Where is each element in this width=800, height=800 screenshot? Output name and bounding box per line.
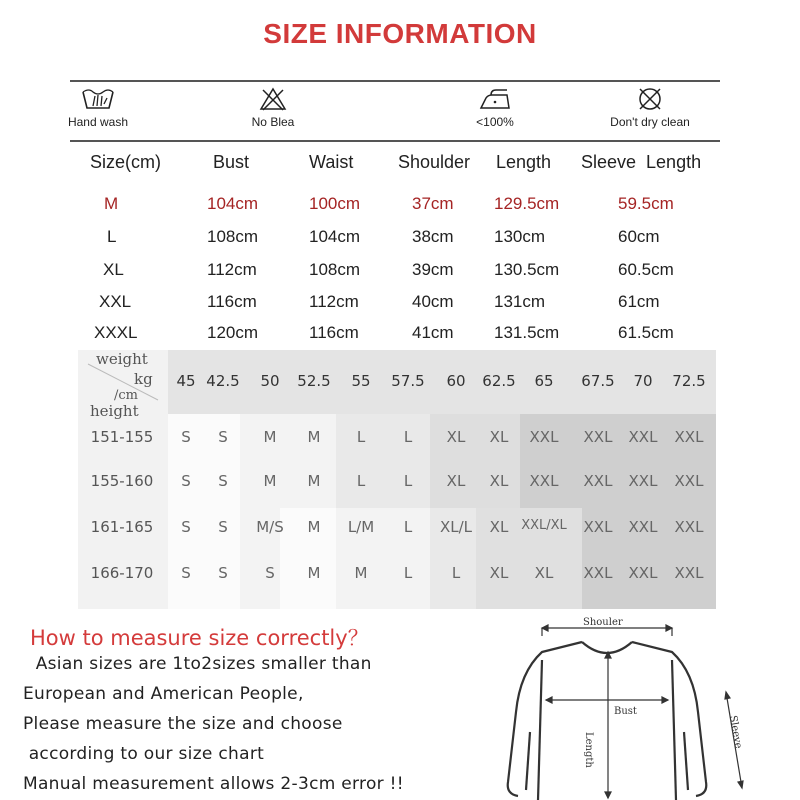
height-range-label: 161-165 <box>90 518 154 536</box>
recommended-size-cell: XL <box>489 518 509 536</box>
recommended-size-cell: XXL <box>583 428 613 446</box>
recommended-size-cell: L <box>356 472 366 490</box>
size-value: 116cm <box>309 323 359 342</box>
size-value: 60.5cm <box>618 260 674 279</box>
care-divider <box>70 140 720 142</box>
iron-icon <box>477 86 513 112</box>
size-value: 130.5cm <box>494 260 560 279</box>
size-value: 108cm <box>309 260 361 279</box>
size-value: 39cm <box>412 260 454 279</box>
recommended-size-cell: M <box>307 472 321 490</box>
size-value: 59.5cm <box>618 194 674 213</box>
height-range-label: 155-160 <box>90 472 154 490</box>
recommended-size-cell: L <box>451 564 461 582</box>
diagram-sleeve-label: Sleeve <box>727 714 744 750</box>
size-value: 38cm <box>412 227 454 246</box>
recommended-size-cell: L <box>403 428 413 446</box>
size-value: 130cm <box>494 227 546 246</box>
weight-header: 50 <box>260 372 280 390</box>
care-label: No Blea <box>251 115 295 129</box>
weight-header: 65 <box>534 372 554 390</box>
page-title: SIZE INFORMATION <box>263 18 537 49</box>
recommended-size-cell: M <box>307 564 321 582</box>
recommended-size-cell: XXL <box>529 472 559 490</box>
weight-header: 70 <box>633 372 653 390</box>
col-sleeve-header: Sleeve Length <box>581 152 702 172</box>
recommended-size-cell: L <box>403 564 413 582</box>
size-value: 112cm <box>309 292 359 311</box>
recommended-size-cell: L <box>403 472 413 490</box>
recommended-size-cell: XXL <box>674 518 704 536</box>
measure-line: European and American People, <box>23 684 304 704</box>
recommended-size-cell: XXL <box>628 428 658 446</box>
weight-header: 55 <box>351 372 371 390</box>
care-label: Hand wash <box>67 115 129 129</box>
col-size-header: Size(cm) <box>90 152 161 172</box>
col-length-header: Length <box>496 152 552 172</box>
height-range-label: 151-155 <box>90 428 154 446</box>
recommended-size-cell: XXL <box>628 472 658 490</box>
recommended-size-cell: M <box>307 518 321 536</box>
care-no-dry-clean <box>590 86 710 129</box>
corner-cm-label: /cm <box>114 388 138 403</box>
size-value: 104cm <box>207 194 259 213</box>
recommended-size-cell: XXL <box>529 428 559 446</box>
weight-header: 72.5 <box>672 372 706 390</box>
care-hand-wash <box>38 86 158 129</box>
recommended-size-cell: M <box>307 428 321 446</box>
col-waist-header: Waist <box>309 152 354 172</box>
recommended-size-cell: XXL <box>583 472 613 490</box>
measure-line: according to our size chart <box>23 744 265 764</box>
recommended-size-cell: L <box>403 518 413 536</box>
no-dry-clean-icon <box>635 86 665 112</box>
col-shoulder-header: Shoulder <box>398 152 471 172</box>
size-value: 131.5cm <box>494 323 560 342</box>
recommended-size-cell: M <box>263 472 277 490</box>
size-label: XL <box>103 260 124 279</box>
recommended-size-cell: M <box>263 428 277 446</box>
top-divider <box>70 80 720 82</box>
recommended-size-cell: L/M <box>347 518 375 536</box>
col-bust-header: Bust <box>213 152 250 172</box>
weight-header: 42.5 <box>206 372 240 390</box>
corner-kg-label: kg <box>134 370 153 388</box>
corner-weight-label: weight <box>96 350 148 368</box>
hand-wash-icon <box>81 86 115 112</box>
recommended-size-cell: S <box>181 564 191 582</box>
recommended-size-cell: XL <box>489 472 509 490</box>
recommended-size-cell: L <box>356 428 366 446</box>
weight-header: 52.5 <box>297 372 331 390</box>
recommended-size-cell: S <box>218 564 228 582</box>
measure-line: Asian sizes are 1to2sizes smaller than <box>30 654 372 674</box>
recommended-size-cell: XXL <box>628 518 658 536</box>
size-value: 116cm <box>207 292 257 311</box>
recommended-size-cell: XXL <box>628 564 658 582</box>
size-value: 100cm <box>309 194 361 213</box>
recommended-size-cell: XL <box>534 564 554 582</box>
recommended-size-cell: XL <box>446 428 466 446</box>
weight-header: 67.5 <box>581 372 615 390</box>
recommended-size-cell: S <box>218 518 228 536</box>
measure-title: How to measure size correctly？ <box>30 626 369 650</box>
no-bleach-icon <box>258 86 288 112</box>
recommended-size-cell: S <box>218 428 228 446</box>
recommended-size-cell: XL/L <box>439 518 473 536</box>
recommended-size-cell: S <box>181 472 191 490</box>
recommended-size-cell: XXL <box>674 428 704 446</box>
care-label: Don't dry clean <box>610 115 690 129</box>
size-value: 129.5cm <box>494 194 560 213</box>
care-label: <100% <box>476 115 514 129</box>
corner-height-label: height <box>90 402 139 420</box>
diagram-length-label: Length <box>583 732 594 768</box>
diagram-bust-label: Bust <box>614 706 637 717</box>
recommended-size-cell: XXL <box>674 472 704 490</box>
weight-header: 57.5 <box>391 372 425 390</box>
size-label: XXXL <box>94 323 138 342</box>
size-label: L <box>107 227 117 246</box>
size-value: 120cm <box>207 323 259 342</box>
size-value: 40cm <box>412 292 454 311</box>
recommended-size-cell: S <box>181 518 191 536</box>
weight-height-chart <box>78 350 716 609</box>
size-value: 60cm <box>618 227 660 246</box>
size-label: XXL <box>99 292 132 311</box>
recommended-size-cell: S <box>265 564 275 582</box>
recommended-size-cell: XXL <box>674 564 704 582</box>
measure-line: Manual measurement allows 2-3cm error !! <box>23 774 404 794</box>
care-iron <box>435 86 555 129</box>
height-range-label: 166-170 <box>90 564 154 582</box>
recommended-size-cell: S <box>218 472 228 490</box>
weight-header: 45 <box>176 372 196 390</box>
size-value: 108cm <box>207 227 259 246</box>
recommended-size-cell: XL <box>446 472 466 490</box>
size-value: 41cm <box>412 323 454 342</box>
recommended-size-cell: M/S <box>256 518 284 536</box>
recommended-size-cell: XXL <box>583 518 613 536</box>
care-no-bleach <box>213 86 333 129</box>
recommended-size-cell: XL <box>489 428 509 446</box>
recommended-size-cell: XXL <box>583 564 613 582</box>
size-value: 37cm <box>412 194 454 213</box>
size-label: M <box>104 194 119 213</box>
sweater-measure-diagram <box>490 612 750 800</box>
recommended-size-cell: XL <box>489 564 509 582</box>
size-value: 61.5cm <box>618 323 674 342</box>
size-value: 131cm <box>494 292 546 311</box>
recommended-size-cell: XXL/XL <box>521 518 567 533</box>
size-value: 112cm <box>207 260 257 279</box>
recommended-size-cell: S <box>181 428 191 446</box>
size-value: 104cm <box>309 227 361 246</box>
diagram-shoulder-label: Shouler <box>583 617 623 628</box>
weight-header: 60 <box>446 372 466 390</box>
weight-header: 62.5 <box>482 372 516 390</box>
recommended-size-cell: M <box>354 564 368 582</box>
size-value: 61cm <box>618 292 660 311</box>
measure-line: Please measure the size and choose <box>23 714 343 734</box>
